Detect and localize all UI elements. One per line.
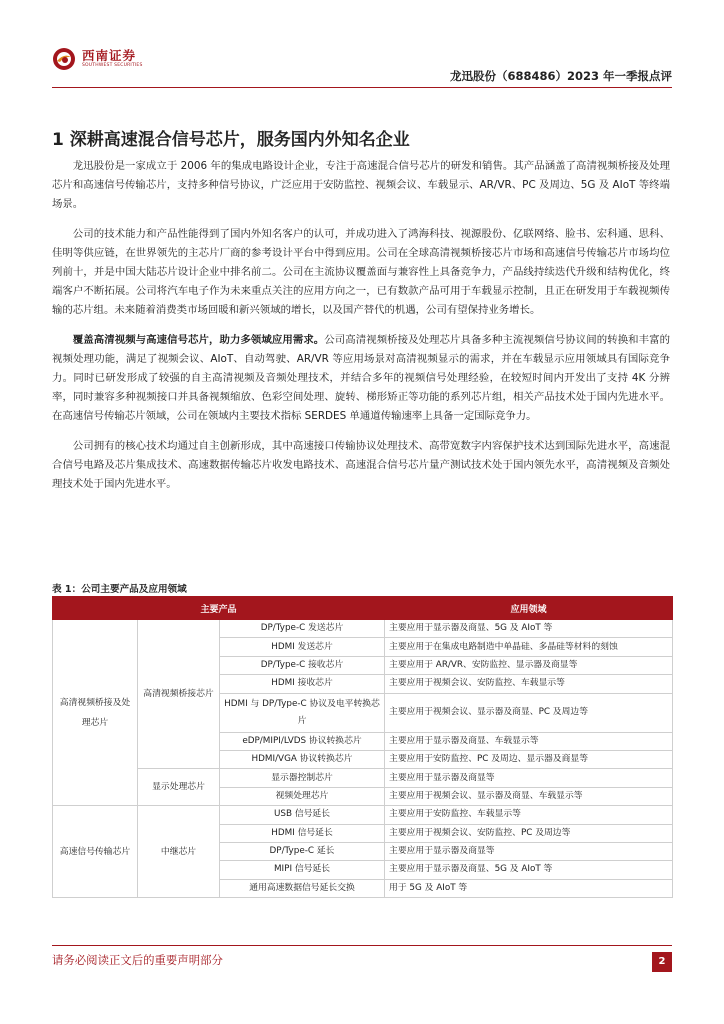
table-row bbox=[53, 806, 673, 824]
product-cell: 视频处理芯片 bbox=[220, 787, 385, 805]
footer-divider bbox=[52, 945, 672, 946]
group-hd-video: 高清视频桥接及处理芯片 bbox=[53, 620, 138, 806]
header-divider bbox=[52, 87, 672, 88]
southwest-securities-logo-icon bbox=[52, 47, 76, 71]
product-cell: eDP/MIPI/LVDS 协议转换芯片 bbox=[220, 732, 385, 750]
product-cell: 通用高速数据信号延长交换 bbox=[220, 879, 385, 897]
product-cell: HDMI 发送芯片 bbox=[220, 638, 385, 656]
application-cell: 主要应用于视频会议、显示器及商显、PC 及周边等 bbox=[385, 693, 673, 732]
page-number: 2 bbox=[652, 952, 672, 972]
table-header-row bbox=[53, 597, 673, 620]
product-cell: DP/Type-C 延长 bbox=[220, 842, 385, 860]
company-logo bbox=[52, 47, 143, 71]
paragraph-products-body: 公司高清视频桥接及处理芯片具备多种主流视频信号协议间的转换和丰富的视频处理功能，满足了视频会议、AIoT、自动驾驶、AR/VR 等应用场景对高清视频显示的需求，并在车载显示应用领域具有国际竞争力。同时已研发形成了较强的自主高清视频及音频处理技术，并结合多年的视频信号处理经验，在较短时间内开发出了支持 4K 分辨率，同时兼容多种视频接口并具备视频缩放、色彩空间处理、旋转、梯形矫正等功能的系列芯片组，相关产品技术处于国内先进水平。在高速信号传输芯片领域，公司在领域内主要技术指标 SERDES 单通道传输速率上具备一定国际竞争力。 bbox=[52, 333, 671, 423]
application-cell: 主要应用于显示器及商显、5G 及 AIoT 等 bbox=[385, 620, 673, 638]
subgroup-hd-bridge: 高清视频桥接芯片 bbox=[138, 620, 220, 769]
application-cell: 主要应用于安防监控、PC 及周边、显示器及商显等 bbox=[385, 750, 673, 768]
header-application: 应用领域 bbox=[385, 597, 673, 620]
product-cell: DP/Type-C 发送芯片 bbox=[220, 620, 385, 638]
application-cell: 主要应用于显示器及商显、车载显示等 bbox=[385, 732, 673, 750]
application-cell: 主要应用于在集成电路制造中单晶硅、多晶硅等材料的刻蚀 bbox=[385, 638, 673, 656]
subgroup-display-processing: 显示处理芯片 bbox=[138, 769, 220, 806]
application-cell: 主要应用于显示器及商显等 bbox=[385, 842, 673, 860]
application-cell: 主要应用于安防监控、车载显示等 bbox=[385, 806, 673, 824]
application-cell: 主要应用于视频会议、显示器及商显、车载显示等 bbox=[385, 787, 673, 805]
table-row bbox=[53, 620, 673, 638]
section-heading: 1 深耕高速混合信号芯片，服务国内外知名企业 bbox=[52, 130, 410, 150]
product-cell: MIPI 信号延长 bbox=[220, 861, 385, 879]
application-cell: 主要应用于视频会议、安防监控、PC 及周边等 bbox=[385, 824, 673, 842]
body-text bbox=[52, 157, 671, 504]
report-title: 龙迅股份（688486）2023 年一季报点评 bbox=[449, 69, 672, 83]
logo-chinese-name: 西南证券 bbox=[82, 48, 137, 63]
application-cell: 主要应用于 AR/VR、安防监控、显示器及商显等 bbox=[385, 656, 673, 674]
products-table bbox=[52, 596, 673, 898]
group-high-speed: 高速信号传输芯片 bbox=[53, 806, 138, 898]
footer-disclaimer: 请务必阅读正文后的重要声明部分 bbox=[52, 953, 223, 967]
application-cell: 主要应用于显示器及商显等 bbox=[385, 769, 673, 787]
application-cell: 用于 5G 及 AIoT 等 bbox=[385, 879, 673, 897]
subgroup-relay: 中继芯片 bbox=[138, 806, 220, 898]
product-cell: DP/Type-C 接收芯片 bbox=[220, 656, 385, 674]
header-products: 主要产品 bbox=[53, 597, 385, 620]
product-cell: HDMI/VGA 协议转换芯片 bbox=[220, 750, 385, 768]
product-cell: HDMI 与 DP/Type-C 协议及电平转换芯片 bbox=[220, 693, 385, 732]
paragraph-core-tech: 公司拥有的核心技术均通过自主创新形成，其中高速接口传输协议处理技术、高带宽数字内容保护技术达到国际先进水平，高速混合信号电路及芯片集成技术、高速数据传输芯片收发电路技术、高速混合信号芯片量产测试技术处于国内领先水平，高清视频及音频处理技术处于国内先进水平。 bbox=[52, 439, 670, 491]
paragraph-customers: 公司的技术能力和产品性能得到了国内外知名客户的认可，并成功进入了鸿海科技、视源股份、亿联网络、脸书、宏科通、思科、佳明等供应链，在世界领先的主芯片厂商的参考设计平台中得到应用。公司在全球高清视频桥接芯片市场和高速信号传输芯片市场均位列前十，并是中国大陆芯片设计企业中排名前二。公司在主流协议覆盖面与兼容性上具备竞争力，产品线持续迭代升级和结构优化，终端客户不断拓展。公司将汽车电子作为未来重点关注的应用方向之一，已有数款产品可用于车载显示控制，且正在研发用于车载视频传输的芯片组。未来随着消费类市场回暖和新兴领域的增长，以及国产替代的机遇，公司有望保持业务增长。 bbox=[52, 227, 670, 317]
table-caption: 表 1：公司主要产品及应用领域 bbox=[52, 584, 187, 595]
application-cell: 主要应用于视频会议、安防监控、车载显示等 bbox=[385, 675, 673, 693]
table-row bbox=[53, 769, 673, 787]
logo-english-name: SOUTHWEST SECURITIES bbox=[82, 63, 143, 68]
paragraph-lead-bold: 覆盖高清视频与高速信号芯片，助力多领域应用需求。 bbox=[72, 333, 325, 346]
product-cell: 显示器控制芯片 bbox=[220, 769, 385, 787]
paragraph-company-intro: 龙迅股份是一家成立于 2006 年的集成电路设计企业，专注于高速混合信号芯片的研发和销售。其产品涵盖了高清视频桥接及处理芯片和高速信号传输芯片，支持多种信号协议，广泛应用于安防监控、视频会议、车载显示、AR/VR、PC 及周边、5G 及 AIoT 等终端场景。 bbox=[52, 160, 670, 211]
product-cell: USB 信号延长 bbox=[220, 806, 385, 824]
product-cell: HDMI 信号延长 bbox=[220, 824, 385, 842]
product-cell: HDMI 接收芯片 bbox=[220, 675, 385, 693]
application-cell: 主要应用于显示器及商显、5G 及 AIoT 等 bbox=[385, 861, 673, 879]
paragraph-products bbox=[52, 331, 670, 427]
